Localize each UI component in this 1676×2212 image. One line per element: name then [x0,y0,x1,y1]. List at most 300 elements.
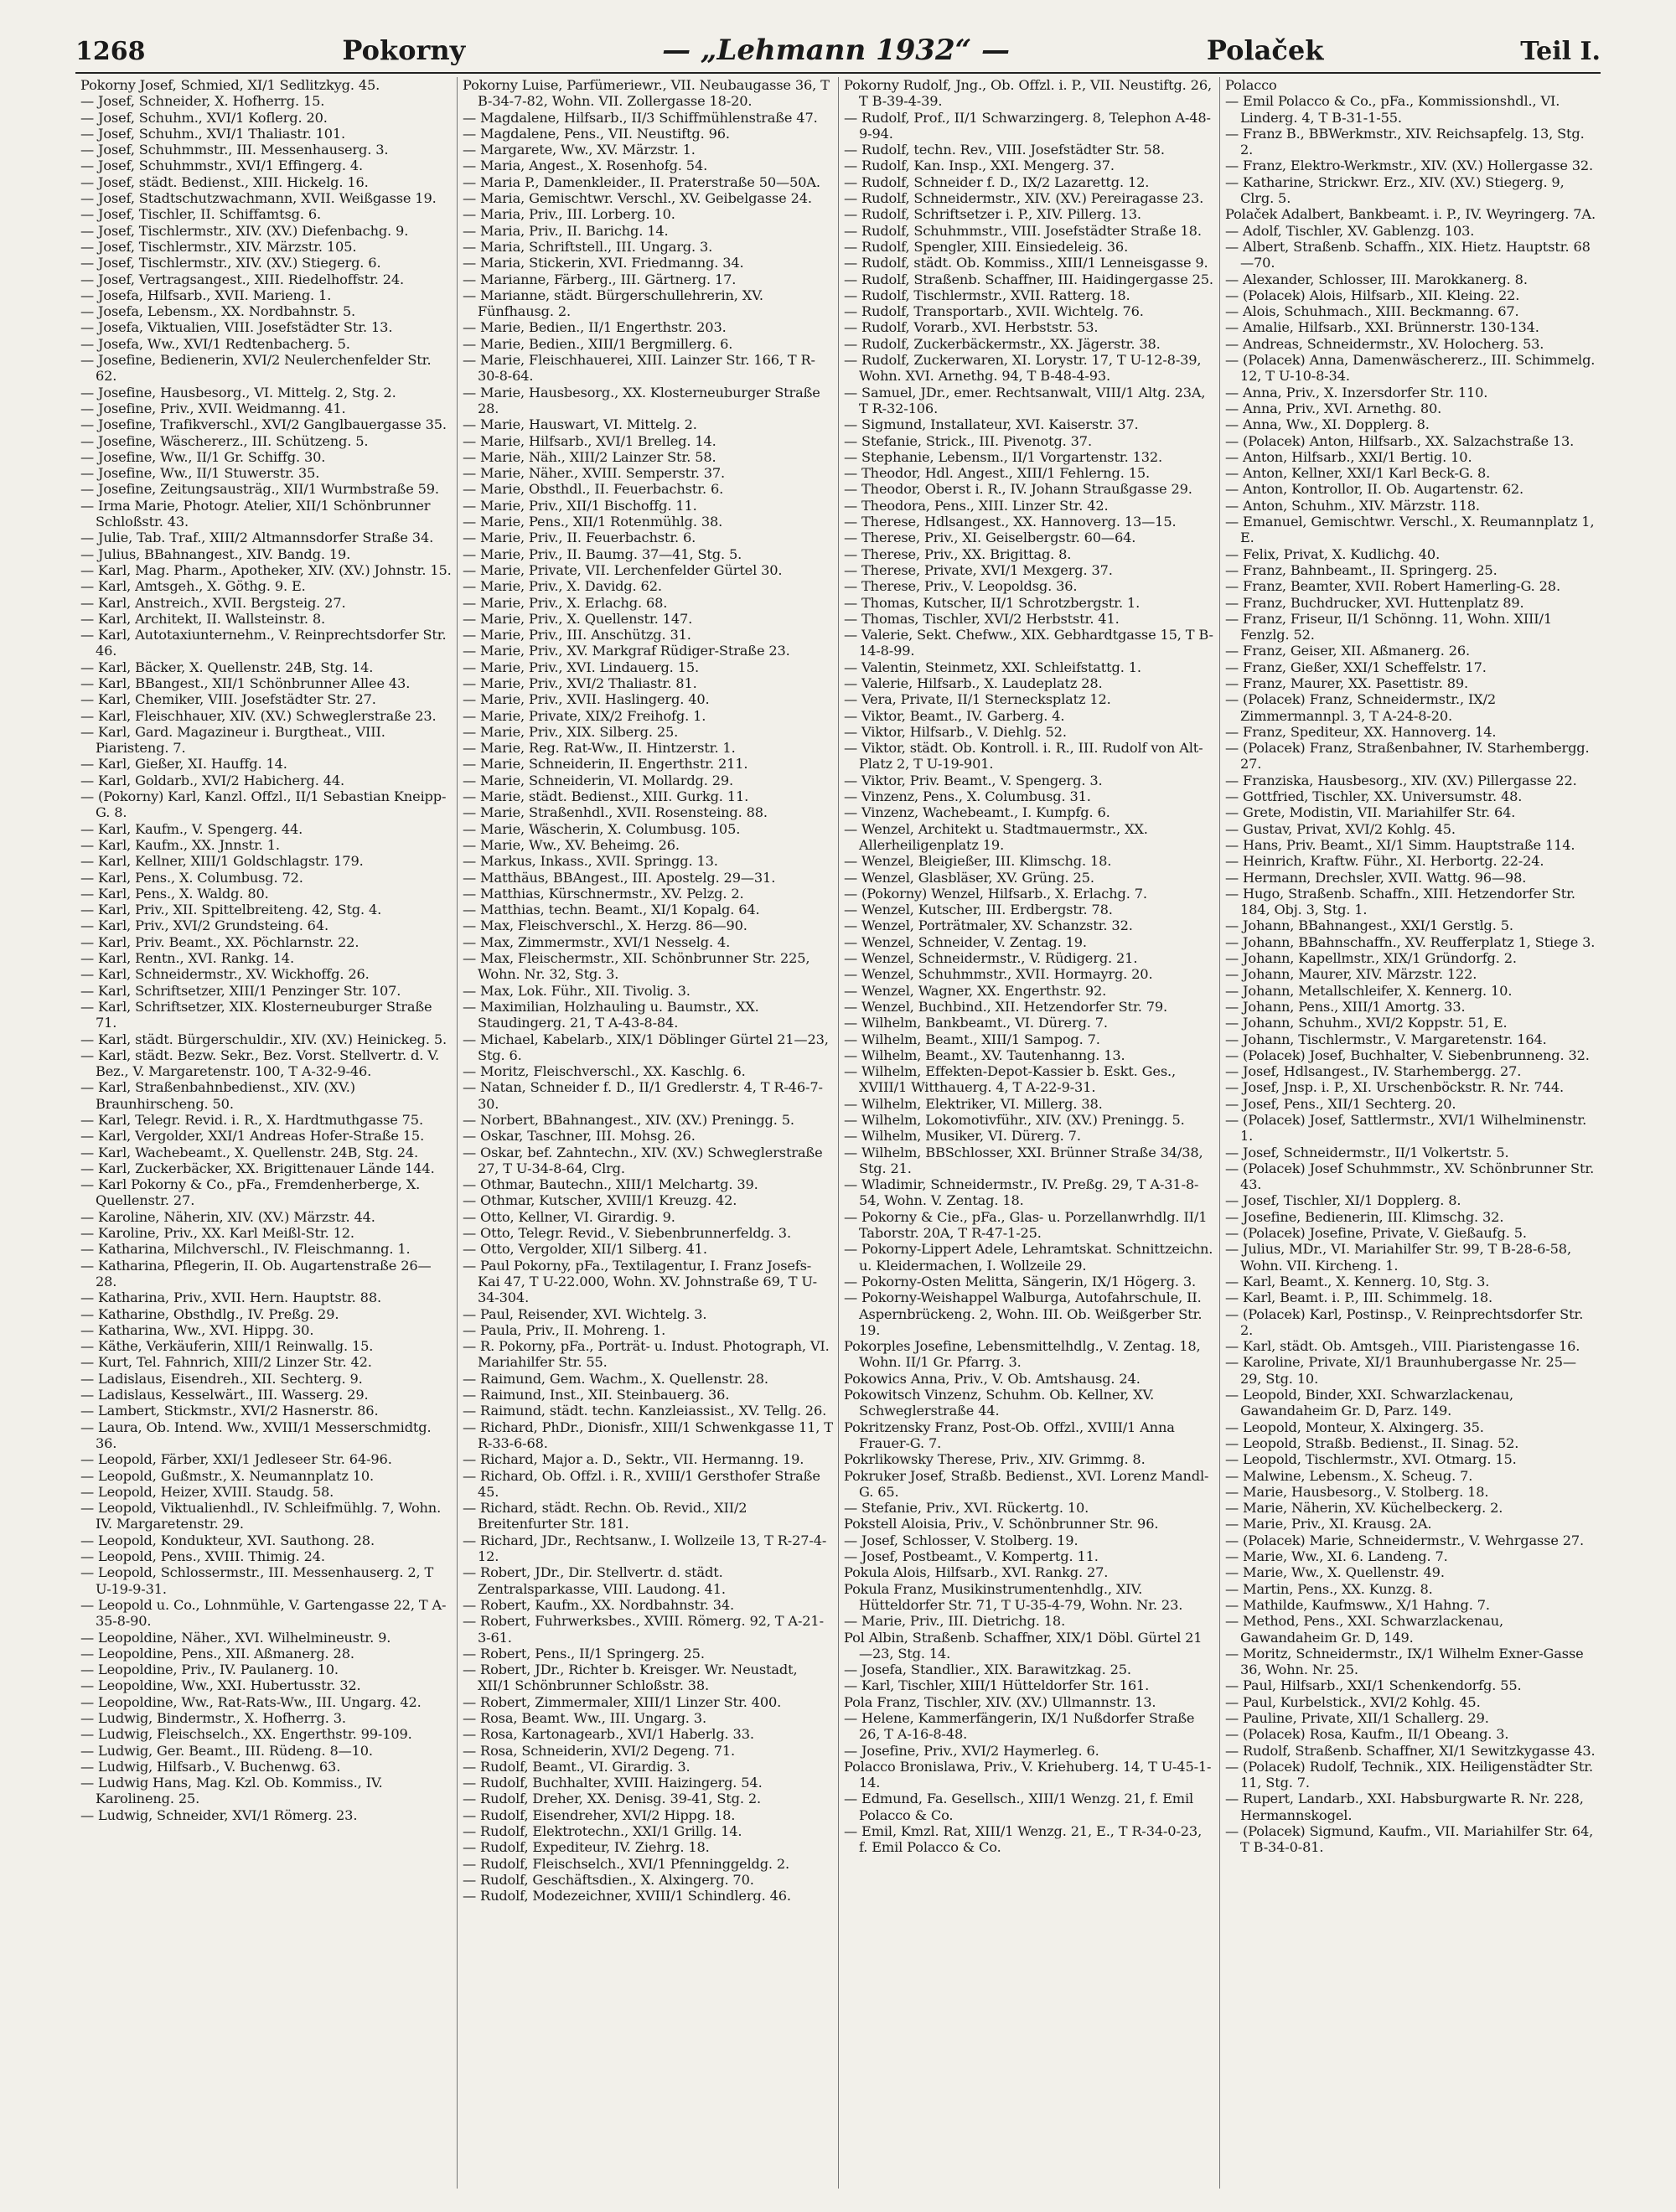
directory-entry: — Karl, Kaufm., XX. Jnnstr. 1. [80,836,280,853]
directory-entry: — Julie, Tab. Traf., XIII/2 Altmannsdorfer Straße 34. [80,530,434,546]
directory-entry: — Leopold, Färber, XXI/1 Jedleseer Str. 64-96. [80,1451,392,1468]
directory-entry: — Josef, Jnsp. i. P., XI. Urschenböckstr. R. Nr. 744. [1225,1079,1564,1096]
directory-entry: — Heinrich, Kraftw. Führ., XI. Herbortg. 22-24. [1225,853,1544,870]
directory-entry: Pol Albin, Straßenb. Schaffner, XIX/1 Döbl. Gürtel 21—23, Stg. 14. [844,1629,1203,1662]
directory-entry: — (Polacek) Marie, Schneidermstr., V. Wehrgasse 27. [1225,1532,1585,1548]
directory-entry: — Wilhelm, Elektriker, VI. Millerg. 38. [844,1095,1103,1112]
directory-entry: — Wladimir, Schneidermstr., IV. Preßg. 29, T A-31-8-54, Wohn. V. Zentag. 18. [844,1176,1199,1209]
directory-entry: — Karoline, Näherin, XIV. (XV.) Märzstr. 44. [80,1208,375,1225]
directory-entry: — Robert, Pens., II/1 Springerg. 25. [463,1645,705,1662]
directory-entry: — Richard, städt. Rechn. Ob. Revid., XII/2 Breitenfurter Str. 181. [463,1500,747,1532]
directory-entry: — Moritz, Fleischverschl., XX. Kaschlg. 6. [463,1063,746,1080]
directory-entry: — Natan, Schneider f. D., II/1 Gredlerstr. 4, T R-46-7-30. [463,1079,823,1112]
directory-entry: — Marie, Priv., III. Anschützg. 31. [463,627,691,643]
directory-entry: — Thomas, Tischler, XVI/2 Herbststr. 41. [844,610,1120,627]
directory-entry: — Wilhelm, Effekten-Depot-Kassier b. Eskt. Ges., XVIII/1 Witthauerg. 4, T A-22-9-31. [844,1063,1176,1096]
directory-entry: — Marie, Priv., X. Erlachg. 68. [463,594,668,611]
directory-entry: — Viktor, Hilfsarb., V. Diehlg. 52. [844,723,1067,740]
directory-entry: — Leopold, Kondukteur, XVI. Sauthong. 28. [80,1532,375,1548]
directory-entry: — Vinzenz, Pens., X. Columbusg. 31. [844,788,1091,805]
directory-entry: Polacco Bronislawa, Priv., V. Kriehuberg. 14, T U-45-1-14. [844,1758,1212,1791]
directory-entry: — Malwine, Lebensm., X. Scheug. 7. [1225,1467,1473,1484]
directory-entry: — Sigmund, Installateur, XVI. Kaiserstr. 37. [844,416,1139,433]
directory-entry: — Josefine, Priv., XVI/2 Haymerleg. 6. [844,1742,1099,1759]
directory-entry: — Maria, Schriftstell., III. Ungarg. 3. [463,238,713,255]
directory-entry: — Norbert, BBahnangest., XIV. (XV.) Preningg. 5. [463,1112,794,1128]
directory-entry: — Matthias, Kürschnermstr., XV. Pelzg. 2. [463,885,744,902]
directory-entry: — Josef, Postbeamt., V. Kompertg. 11. [844,1548,1099,1565]
directory-entry: — Johann, Kapellmstr., XIX/1 Gründorfg. 2. [1225,950,1517,967]
directory-entry: — Matthias, techn. Beamt., XI/1 Kopalg. 64. [463,902,760,918]
directory-entry: — Kurt, Tel. Fahnrich, XIII/2 Linzer Str. 42. [80,1354,372,1371]
directory-entry: — Ladislaus, Eisendreh., XII. Sechterg. 9. [80,1370,363,1387]
directory-entry: — Rudolf, Eisendreher, XVI/2 Hippg. 18. [463,1806,736,1823]
directory-entry: — Leopoldine, Ww., XXI. Hubertusstr. 32. [80,1677,361,1694]
directory-entry: — Maximilian, Holzhauling u. Baumstr., XX. Staudingerg. 21, T A-43-8-84. [463,998,759,1031]
directory-entry: — Alexander, Schlosser, III. Marokkanerg. 8. [1225,271,1528,287]
directory-entry: — Pokorny & Cie., pFa., Glas- u. Porzellanwrhdlg. II/1 Taborstr. 20A, T R-47-1-25. [844,1208,1208,1242]
directory-entry: — Max, Zimmermstr., XVI/1 Nesselg. 4. [463,933,731,950]
directory-entry: — Josefa, Standlier., XIX. Barawitzkag. 25. [844,1662,1131,1678]
directory-entry: — Marie, Private, XIX/2 Freihofg. 1. [463,707,706,724]
directory-entry: — (Polacek) Sigmund, Kaufm., VII. Mariahilfer Str. 64, T B-34-0-81. [1225,1823,1594,1856]
directory-entry: — Josefine, Bedienerin, XVI/2 Neulerchenfelder Str. 62. [80,352,432,385]
directory-entry: — Karl, Telegr. Revid. i. R., X. Hardtmuthgasse 75. [80,1112,423,1128]
directory-entry: — Richard, Major a. D., Sektr., VII. Hermanng. 19. [463,1451,804,1468]
directory-entry: — Josef, städt. Bedienst., XIII. Hickelg. 16. [80,173,369,190]
directory-entry: — Othmar, Kutscher, XVIII/1 Kreuzg. 42. [463,1192,737,1209]
directory-entry: — Markus, Inkass., XVII. Springg. 13. [463,853,718,870]
directory-entry: — Ludwig, Schneider, XVI/1 Römerg. 23. [80,1806,358,1823]
directory-entry: — Paul, Reisender, XVI. Wichtelg. 3. [463,1305,707,1322]
directory-entry: — Karl, Schriftsetzer, XIX. Klosterneuburger Straße 71. [80,998,432,1031]
directory-entry: — Leopold u. Co., Lohnmühle, V. Gartengasse 22, T A-35-8-90. [80,1596,447,1630]
directory-entry: — Emil, Kmzl. Rat, XIII/1 Wenzg. 21, E., T R-34-0-23, f. Emil Polacco & Co. [844,1823,1203,1856]
directory-entry: — Karl, Priv. Beamt., XX. Pöchlarnstr. 22. [80,933,360,950]
directory-entry: — Otto, Kellner, VI. Girardig. 9. [463,1208,675,1225]
directory-entry: — Marie, Reg. Rat-Ww., II. Hintzerstr. 1. [463,740,736,757]
directory-entry: — Franz, Spediteur, XX. Hannoverg. 14. [1225,723,1497,740]
directory-entry: — Paul, Hilfsarb., XXI/1 Schenkendorfg. 55. [1225,1677,1522,1694]
directory-entry: — Ludwig Hans, Mag. Kzl. Ob. Kommiss., IV. Karolineng. 25. [80,1775,383,1807]
directory-entry: — Leopold, Schlossermstr., III. Messenhauserg. 2, T U-19-9-31. [80,1564,434,1597]
directory-entry: — Julius, MDr., VI. Mariahilfer Str. 99, T B-28-6-58, Wohn. VII. Kircheng. 1. [1225,1241,1571,1274]
directory-entry: — Marie, Priv., XI. Krausg. 2A. [1225,1516,1432,1532]
directory-entry: — Richard, PhDr., Dionisfr., XIII/1 Schwenkgasse 11, T R-33-6-68. [463,1419,833,1451]
directory-entry: — Josef, Tischler, II. Schiffamtsg. 6. [80,206,321,223]
directory-entry: — Johann, Metallschleifer, X. Kennerg. 10. [1225,982,1513,999]
directory-entry: — Franz, Friseur, II/1 Schönng. 11, Wohn. XIII/1 Fenzlg. 52. [1225,610,1553,643]
directory-entry: — Marie, Straßenhdl., XVII. Rosensteing. 88. [463,804,768,821]
directory-entry: — Josef, Schneider, X. Hofherrg. 15. [80,93,325,110]
directory-title: — „Lehmann 1932“ — [662,34,1011,67]
directory-entry: — Helene, Kammerfängerin, IX/1 Nußdorfer Straße 26, T A-16-8-48. [844,1709,1195,1743]
directory-entry: — Karl, städt. Bürgerschuldir., XIV. (XV.) Heinickeg. 5. [80,1031,447,1047]
directory-entry: — Josefine, Zeitungsausträg., XII/1 Wurmbstraße 59. [80,481,439,498]
directory-entry: — Wenzel, Glasbläser, XV. Grüng. 25. [844,869,1094,886]
directory-entry: — Margarete, Ww., XV. Märzstr. 1. [463,142,696,158]
directory-entry: — Leopold, Straßb. Bedienst., II. Sinag. 52. [1225,1434,1519,1451]
directory-entry: — (Polacek) Karl, Postinsp., V. Reinprechtsdorfer Str. 2. [1225,1305,1584,1338]
directory-entry: — Raimund, Inst., XII. Steinbauerg. 36. [463,1387,730,1403]
directory-entry: — (Polacek) Rosa, Kaufm., II/1 Obeang. 3. [1225,1726,1509,1743]
directory-entry: — Marie, Priv., II. Feuerbachstr. 6. [463,530,696,546]
directory-entry: — Karl, Amtsgeh., X. Göthg. 9. E. [80,578,306,595]
directory-entry: — Karoline, Private, XI/1 Braunhubergasse Nr. 25—29, Stg. 10. [1225,1354,1576,1387]
directory-entry: — Marie, Priv., XVI. Lindauerg. 15. [463,659,699,675]
directory-entry: — Leopold, Gußmstr., X. Neumannplatz 10. [80,1467,375,1484]
directory-entry: — Johann, Pens., XIII/1 Amortg. 33. [1225,998,1466,1015]
directory-entry: — Karl Pokorny & Co., pFa., Fremdenherberge, X. Quellenstr. 27. [80,1176,421,1209]
directory-entry: — (Polacek) Rudolf, Technik., XIX. Heiligenstädter Str. 11, Stg. 7. [1225,1758,1594,1791]
directory-entry: — Franz, Gießer, XXI/1 Scheffelstr. 17. [1225,659,1487,675]
directory-entry: — Thomas, Kutscher, II/1 Schrotzbergstr. 1. [844,594,1141,611]
directory-entry: — Käthe, Verkäuferin, XIII/1 Reinwallg. 15. [80,1338,374,1355]
directory-entry: — Marianne, Färberg., III. Gärtnerg. 17. [463,271,737,287]
directory-entry: — Karl, Mag. Pharm., Apotheker, XIV. (XV.) Johnstr. 15. [80,561,452,578]
directory-entry: — Moritz, Schneidermstr., IX/1 Wilhelm Exner-Gasse 36, Wohn. Nr. 25. [1225,1645,1584,1678]
directory-entry: — Maria, Gemischtwr. Verschl., XV. Geibelgasse 24. [463,190,812,207]
directory-entry: — Wenzel, Bleigießer, III. Klimschg. 18. [844,853,1112,870]
directory-entry: — Karl, Gießer, XI. Hauffg. 14. [80,756,287,773]
directory-entry: — (Polacek) Anton, Hilfsarb., XX. Salzachstraße 13. [1225,432,1575,449]
directory-entry: — Leopoldine, Ww., Rat-Rats-Ww., III. Ungarg. 42. [80,1693,422,1710]
directory-entry: Pokorny Josef, Schmied, XI/1 Sedlitzkyg. 45. [80,77,380,93]
directory-entry: Pokowics Anna, Priv., V. Ob. Amtshausg. 24. [844,1370,1141,1387]
page-header [75,34,1601,74]
directory-entry: — Rudolf, Kan. Insp., XXI. Mengerg. 37. [844,158,1115,174]
directory-entry: — Wenzel, Wagner, XX. Engerthstr. 92. [844,982,1107,999]
directory-entry: — Rudolf, techn. Rev., VIII. Josefstädter Str. 58. [844,142,1165,158]
directory-entry: — Karl, Rentn., XVI. Rankg. 14. [80,950,294,967]
directory-entry: — Pokorny-Weishappel Walburga, Autofahrschule, II. Aspernbrückeng. 2, Wohn. III. Ob. Weißgerber Str. 19. [844,1289,1203,1338]
directory-entry: — Maria, Priv., III. Lorberg. 10. [463,206,675,223]
directory-entry: — Rosa, Beamt. Ww., III. Ungarg. 3. [463,1709,706,1726]
directory-entry: — Josefa, Viktualien, VIII. Josefstädter Str. 13. [80,319,393,336]
directory-entry: — Leopoldine, Pens., XII. Aßmanerg. 28. [80,1645,354,1662]
directory-entry: — Leopold, Viktualienhdl., IV. Schleifmühlg. 7, Wohn. IV. Margaretenstr. 29. [80,1500,442,1532]
directory-entry: — Leopoldine, Priv., IV. Paulanerg. 10. [80,1662,339,1678]
directory-entry: — Max, Lok. Führ., XII. Tivolig. 3. [463,982,691,999]
directory-entry: — Othmar, Bautechn., XIII/1 Melchartg. 39. [463,1176,758,1193]
directory-entry: — Wenzel, Architekt u. Stadtmauermstr., XX. Allerheiligenplatz 19. [844,820,1148,853]
directory-entry: — Leopoldine, Näher., XVI. Wilhelmineustr. 9. [80,1629,391,1646]
directory-entry: — Gottfried, Tischler, XX. Universumstr. 48. [1225,788,1523,805]
directory-entry: — Viktor, Beamt., IV. Garberg. 4. [844,707,1065,724]
directory-entry: — Rudolf, Dreher, XX. Denisg. 39-41, Stg. 2. [463,1791,761,1807]
directory-entry: — Marie, Priv., XIX. Silberg. 25. [463,723,679,740]
directory-entry: — Richard, JDr., Rechtsanw., I. Wollzeile 13, T R-27-4-12. [463,1532,827,1565]
directory-entry: — Anton, Schuhm., XIV. Märzstr. 118. [1225,497,1480,514]
directory-entry: — (Polacek) Alois, Hilfsarb., XII. Kleing. 22. [1225,287,1520,303]
directory-entry: — Rudolf, Straßenb. Schaffner, III. Haidingergasse 25. [844,271,1213,287]
directory-entry: — Johann, Tischlermstr., V. Margaretenstr. 164. [1225,1031,1547,1047]
directory-entry: — Rudolf, Expediteur, IV. Ziehrg. 18. [463,1839,710,1856]
directory-entry: — Katharine, Strickwr. Erz., XIV. (XV.) Stiegerg. 9, Clrg. 5. [1225,173,1565,207]
directory-entry: — Josef, Hdlsangest., IV. Starhembergg. 27. [1225,1063,1522,1080]
directory-entry: — Marie, Hauswart, VI. Mittelg. 2. [463,416,697,433]
directory-entry: — Lambert, Stickmstr., XVI/2 Hasnerstr. 86. [80,1403,379,1419]
directory-entry: — Magdalene, Pens., VII. Neustiftg. 96. [463,125,730,142]
directory-entry: — Marie, Priv., XVI/2 Thaliastr. 81. [463,674,697,691]
directory-entry: — Rudolf, Elektrotechn., XXI/1 Grillg. 14. [463,1823,742,1840]
directory-entry: — Josef, Schneidermstr., II/1 Volkertstr. 5. [1225,1144,1509,1160]
directory-entry: — Franz, Beamter, XVII. Robert Hamerling-G. 28. [1225,578,1560,595]
directory-entry: — Andreas, Schneidermstr., XV. Holocherg. 53. [1225,335,1544,352]
directory-entry: — Josefine, Wäschererz., III. Schützeng. 5. [80,432,369,449]
directory-entry: — Edmund, Fa. Gesellsch., XIII/1 Wenzg. 21, f. Emil Polacco & Co. [844,1791,1194,1823]
directory-entry: — Richard, Ob. Offzl. i. R., XVIII/1 Gersthofer Straße 45. [463,1467,820,1500]
directory-entry: — Marie, Wäscherin, X. Columbusg. 105. [463,820,741,837]
directory-entry: — Karl, Kaufm., V. Spengerg. 44. [80,820,303,837]
directory-entry: — Marie, Private, VII. Lerchenfelder Gürtel 30. [463,561,783,578]
directory-entry: — Katharina, Pflegerin, II. Ob. Augartenstraße 26—28. [80,1257,432,1289]
directory-entry: — Karl, Priv., XVI/2 Grundsteing. 64. [80,917,328,934]
directory-entry: — Josefine, Ww., II/1 Stuwerstr. 35. [80,465,320,482]
directory-entry: — Karl, Schneidermstr., XV. Wickhoffg. 26. [80,966,370,983]
directory-entry: — Otto, Vergolder, XII/1 Silberg. 41. [463,1241,707,1258]
directory-entry: — Leopold, Pens., XVIII. Thimig. 24. [80,1548,325,1565]
directory-entry: — Karl, Gard. Magazineur i. Burgtheat., VIII. Piaristeng. 7. [80,723,385,757]
directory-entry: — Robert, JDr., Richter b. Kreisger. Wr. Neustadt, XII/1 Schönbrunner Schloßstr. 38. [463,1662,798,1694]
directory-entry: — Maria, Angest., X. Rosenhofg. 54. [463,158,708,174]
directory-entry: — Wilhelm, Lokomotivführ., XIV. (XV.) Preningg. 5. [844,1112,1185,1128]
directory-entry: — Franz, Bahnbeamt., II. Springerg. 25. [1225,561,1498,578]
directory-entry: — Ladislaus, Kesselwärt., III. Wasserg. 29. [80,1387,369,1403]
directory-entry: — Emil Polacco & Co., pFa., Kommissionshdl., VI. Linderg. 4, T B-31-1-55. [1225,93,1560,126]
directory-entry: — Pokorny-Osten Melitta, Sängerin, IX/1 Högerg. 3. [844,1273,1197,1289]
directory-entry: — Valerie, Hilfsarb., X. Laudeplatz 28. [844,674,1103,691]
directory-entry: — Raimund, Gem. Wachm., X. Quellenstr. 28. [463,1370,768,1387]
directory-entry: — Marie, Näherin, XV. Küchelbeckerg. 2. [1225,1500,1503,1517]
directory-entry: — Viktor, städt. Ob. Kontroll. i. R., III. Rudolf von Alt-Platz 2, T U-19-901. [844,740,1203,773]
directory-entry: — Ludwig, Hilfsarb., V. Buchenwg. 63. [80,1758,341,1775]
directory-entry: — Josef, Tischlermstr., XIV. (XV.) Stiegerg. 6. [80,255,381,271]
directory-entry: — Marie, Priv., XII/1 Bischoffg. 11. [463,497,697,514]
directory-entry: — Marie, Bedien., XIII/1 Bergmillerg. 6. [463,335,733,352]
directory-entry: — Wilhelm, BBSchlosser, XXI. Brünner Straße 34/38, Stg. 21. [844,1144,1203,1176]
directory-entry: — Irma Marie, Photogr. Atelier, XII/1 Schönbrunner Schloßstr. 43. [80,497,431,530]
directory-entry: — Josef, Stadtschutzwachmann, XVII. Weißgasse 19. [80,190,437,207]
directory-entry: — (Pokorny) Karl, Kanzl. Offzl., II/1 Sebastian Kneipp-G. 8. [80,788,447,821]
directory-entry: — Leopold, Heizer, XVIII. Staudg. 58. [80,1483,334,1500]
directory-entry: Pokrlikowsky Therese, Priv., XIV. Grimmg. 8. [844,1451,1146,1468]
directory-entry: Pokorples Josefine, Lebensmittelhdlg., V. Zentag. 18, Wohn. II/1 Gr. Pfarrg. 3. [844,1338,1201,1371]
directory-entry: — Hans, Priv. Beamt., XI/1 Simm. Hauptstraße 114. [1225,836,1575,853]
directory-entry: — Karl, Architekt, II. Wallsteinstr. 8. [80,610,326,627]
directory-entry: — Rudolf, Fleischselch., XVI/1 Pfenninggeldg. 2. [463,1855,790,1872]
directory-entry: Pokula Alois, Hilfsarb., XVI. Rankg. 27. [844,1564,1109,1581]
directory-entry: — Rudolf, Schriftsetzer i. P., XIV. Pillerg. 13. [844,206,1141,223]
directory-entry: — Samuel, JDr., emer. Rechtsanwalt, VIII/1 Altg. 23A, T R-32-106. [844,384,1206,416]
directory-entry: — Marie, Priv., XVII. Haslingerg. 40. [463,691,710,708]
column-3 [838,77,1219,2189]
directory-entry: — Marie, Schneiderin, VI. Mollardg. 29. [463,772,734,788]
directory-entry: — Felix, Privat, X. Kudlichg. 40. [1225,545,1441,562]
directory-entry: — Otto, Telegr. Revid., V. Siebenbrunnerfeldg. 3. [463,1225,791,1242]
directory-entry: — Karl, Fleischhauer, XIV. (XV.) Schweglerstraße 23. [80,707,437,724]
directory-entry: — Marie, Obsthdl., II. Feuerbachstr. 6. [463,481,724,498]
directory-entry: — Rudolf, Transportarb., XVII. Wichtelg. 76. [844,303,1144,320]
directory-entry: — Therese, Hdlsangest., XX. Hannoverg. 13—15. [844,514,1177,530]
directory-entry: — Marie, Hausbesorg., V. Stolberg. 18. [1225,1483,1489,1500]
directory-entry: — Mathilde, Kaufmsww., X/1 Hahng. 7. [1225,1596,1490,1613]
directory-entry: — Johann, Schuhm., XVI/2 Koppstr. 51, E. [1225,1015,1508,1031]
directory-entry: — Anna, Priv., X. Inzersdorfer Str. 110. [1225,384,1488,401]
directory-entry: — Wenzel, Kutscher, III. Erdbergstr. 78. [844,902,1113,918]
directory-entry: — Max, Fleischverschl., X. Herzg. 86—90. [463,917,747,934]
directory-entry: — Anna, Ww., XI. Dopplerg. 8. [1225,416,1430,433]
directory-entry: — Paul, Kurbelstick., XVI/2 Kohlg. 45. [1225,1693,1481,1710]
directory-entry: Pokorny Luise, Parfümeriewr., VII. Neubaugasse 36, T B-34-7-82, Wohn. VII. Zollergasse 18-20. [463,77,830,110]
directory-entry: — Karl, Bäcker, X. Quellenstr. 24B, Stg. 14. [80,659,374,675]
directory-entry: — Hermann, Drechsler, XVII. Wattg. 96—98. [1225,869,1527,886]
directory-entry: — Theodor, Hdl. Angest., XIII/1 Fehlerng. 15. [844,465,1151,482]
directory-entry: — Katharine, Obsthdlg., IV. Preßg. 29. [80,1305,339,1322]
directory-entry: — Rudolf, Vorarb., XVI. Herbststr. 53. [844,319,1099,336]
column-2 [457,77,838,2189]
directory-entry: — R. Pokorny, pFa., Porträt- u. Indust. Photograph, VI. Mariahilfer Str. 55. [463,1338,830,1371]
directory-entry: Polacco [1225,77,1277,93]
directory-entry: — Maria, Priv., II. Barichg. 14. [463,222,669,239]
directory-entry: — Josef, Schuhm., XVI/1 Thaliastr. 101. [80,125,346,142]
directory-entry: — Albert, Straßenb. Schaffn., XIX. Hietz. Hauptstr. 68—70. [1225,238,1591,271]
directory-entry: — Theodor, Oberst i. R., IV. Johann Straußgasse 29. [844,481,1192,498]
directory-entry: Pokstell Aloisia, Priv., V. Schönbrunner Str. 96. [844,1516,1159,1532]
directory-entry: — Karl, städt. Bezw. Sekr., Bez. Vorst. Stellvertr. d. V. Bez., V. Margaretenstr. 100, T A-32-9-46. [80,1047,439,1080]
directory-entry: — Josefine, Priv., XVII. Weidmanng. 41. [80,400,346,416]
directory-entry: — Johann, BBahnschaffn., XV. Reufferplatz 1, Stiege 3. [1225,933,1596,950]
directory-entry: — Karl, Pens., X. Waldg. 80. [80,885,269,902]
directory-entry: — Anton, Kellner, XXI/1 Karl Beck-G. 8. [1225,465,1491,482]
directory-entry: — Josefine, Trafikverschl., XVI/2 Ganglbauergasse 35. [80,416,447,433]
directory-entry: — Wenzel, Schneidermstr., V. Rüdigerg. 21. [844,950,1138,967]
directory-entry: — Josefa, Lebensm., XX. Nordbahnstr. 5. [80,303,356,320]
directory-entry: — (Pokorny) Wenzel, Hilfsarb., X. Erlachg. 7. [844,885,1147,902]
column-1 [75,77,457,2189]
directory-entry: — Grete, Modistin, VII. Mariahilfer Str. 64. [1225,804,1516,821]
directory-entry: — Karl, Goldarb., XVI/2 Habicherg. 44. [80,772,345,788]
directory-entry: — Ludwig, Fleischselch., XX. Engerthstr. 99-109. [80,1726,412,1743]
directory-entry: — Robert, Fuhrwerksbes., XVIII. Römerg. 92, T A-21-3-61. [463,1613,824,1646]
directory-entry: — Josefine, Bedienerin, III. Klimschg. 32. [1225,1208,1504,1225]
directory-entry: — Katharina, Milchverschl., IV. Fleischmanng. 1. [80,1241,411,1258]
directory-entry: — Robert, JDr., Dir. Stellvertr. d. städt. Zentralsparkasse, VIII. Laudong. 41. [463,1564,726,1597]
directory-entry: Pola Franz, Tischler, XIV. (XV.) Ullmannstr. 13. [844,1693,1156,1710]
directory-entry: — Emanuel, Gemischtwr. Verschl., X. Reumannplatz 1, E. [1225,514,1595,546]
directory-entry: — Karl, Pens., X. Columbusg. 72. [80,869,303,886]
directory-entry: — Marie, Priv., X. Quellenstr. 147. [463,610,693,627]
directory-entry: — Method, Pens., XXI. Schwarzlackenau, Gawandaheim Gr. D, 149. [1225,1613,1504,1646]
directory-entry: — Karl, Kellner, XIII/1 Goldschlagstr. 179. [80,853,364,870]
directory-entry: — Wilhelm, Beamt., XV. Tautenhanng. 13. [844,1047,1125,1063]
directory-entry: — Michael, Kabelarb., XIX/1 Döblinger Gürtel 21—23, Stg. 6. [463,1031,829,1063]
directory-entry: Pokowitsch Vinzenz, Schuhm. Ob. Kellner, XV. Schweglerstraße 44. [844,1387,1155,1419]
directory-entry: — (Polacek) Josef Schuhmmstr., XV. Schönbrunner Str. 43. [1225,1160,1595,1193]
directory-entry: — Josef, Tischlermstr., XIV. Märzstr. 105. [80,238,357,255]
directory-entry: — Valerie, Sekt. Chefww., XIX. Gebhardtgasse 15, T B-14-8-99. [844,627,1213,659]
left-running-head: Pokorny [342,34,466,66]
directory-entry: — Anton, Kontrollor, II. Ob. Augartenstr. 62. [1225,481,1524,498]
directory-entry: — Raimund, städt. techn. Kanzleiassist., XV. Tellg. 26. [463,1403,827,1419]
directory-entry: — Marie, Priv., III. Dietrichg. 18. [844,1613,1066,1630]
right-running-head: Polaček [1206,34,1324,66]
directory-entry: — Karl, Wachebeamt., X. Quellenstr. 24B, Stg. 24. [80,1144,419,1160]
directory-entry: — Maria P., Damenkleider., II. Praterstraße 50—50A. [463,173,820,190]
directory-entry: — (Polacek) Anna, Damenwäschererz., III. Schimmelg. 12, T U-10-8-34. [1225,352,1596,385]
directory-entry: — Gustav, Privat, XVI/2 Kohlg. 45. [1225,820,1456,837]
directory-entry: — Rudolf, Buchhalter, XVIII. Haizingerg. 54. [463,1775,763,1791]
directory-entry: — Wenzel, Porträtmaler, XV. Schanzstr. 32. [844,917,1133,934]
directory-entry: — Rudolf, Zuckerbäckermstr., XX. Jägerstr. 38. [844,335,1161,352]
directory-entry: — Paul Pokorny, pFa., Textilagentur, I. Franz Josefs-Kai 47, T U-22.000, Wohn. XV. Johnstraße 69, T U-34-304. [463,1257,817,1306]
directory-entry: — Josefa, Ww., XVI/1 Redtenbacherg. 5. [80,335,350,352]
directory-entry: — Rudolf, Straßenb. Schaffner, XI/1 Sewitzkygasse 43. [1225,1742,1596,1759]
directory-entry: Pokula Franz, Musikinstrumentenhdlg., XIV. Hütteldorfer Str. 71, T U-35-4-79, Wohn. Nr. 23. [844,1580,1183,1613]
directory-entry: — Matthäus, BBAngest., III. Apostelg. 29—31. [463,869,776,886]
directory-entry: — Marianne, städt. Bürgerschullehrerin, XV. Fünfhausg. 2. [463,287,763,320]
directory-entry: — Josef, Pens., XII/1 Sechterg. 20. [1225,1095,1456,1112]
directory-entry: — Franz, Maurer, XX. Pasettistr. 89. [1225,674,1469,691]
directory-entry: — Josef, Schlosser, V. Stolberg. 19. [844,1532,1079,1548]
directory-entry: — Katharina, Ww., XVI. Hippg. 30. [80,1321,314,1338]
directory-entry: — Franz, Elektro-Werkmstr., XIV. (XV.) Hollergasse 32. [1225,158,1594,174]
directory-entry: — Marie, Priv., XV. Markgraf Rüdiger-Straße 23. [463,643,790,659]
directory-entry: — Magdalene, Hilfsarb., II/3 Schiffmühlenstraße 47. [463,109,818,126]
directory-entry: — Vera, Private, II/1 Sternecksplatz 12. [844,691,1111,708]
directory-entry: Pokorny Rudolf, Jng., Ob. Offzl. i. P., VII. Neustiftg. 26, T B-39-4-39. [844,77,1212,110]
directory-entry: — Rudolf, Prof., II/1 Schwarzingerg. 8, Telephon A-48-9-94. [844,109,1211,142]
directory-entry: — Rudolf, Geschäftsdien., X. Alxingerg. 70. [463,1871,754,1888]
column-4 [1219,77,1601,2189]
directory-entry: — Oskar, bef. Zahntechn., XIV. (XV.) Schweglerstraße 27, T U-34-8-64, Clrg. [463,1144,823,1176]
directory-entry: — (Polacek) Josefine, Private, V. Gießaufg. 5. [1225,1225,1527,1242]
directory-entry: — Franz, Buchdrucker, XVI. Huttenplatz 89. [1225,594,1524,611]
directory-entry: — Karl, Tischler, XIII/1 Hütteldorfer Str. 161. [844,1677,1150,1694]
directory-entry: — Rupert, Landarb., XXI. Habsburgwarte R. Nr. 228, Hermannskogel. [1225,1791,1584,1823]
directory-entry: — Marie, Bedien., II/1 Engerthstr. 203. [463,319,727,336]
directory-entry: — Marie, Näh., XIII/2 Lainzer Str. 58. [463,448,716,465]
directory-entry: — Josef, Tischler, XI/1 Dopplerg. 8. [1225,1192,1461,1209]
directory-entry: — Therese, Priv., XI. Geiselbergstr. 60—64. [844,530,1136,546]
directory-entry: — Leopold, Monteur, X. Alxingerg. 35. [1225,1419,1484,1435]
directory-entry: — Josef, Schuhmmstr., III. Messenhauserg. 3. [80,142,389,158]
directory-entry: — Viktor, Priv. Beamt., V. Spengerg. 3. [844,772,1103,788]
directory-entry: — Rudolf, Beamt., VI. Girardig. 3. [463,1758,691,1775]
directory-entry: — Josef, Schuhmmstr., XVI/1 Effingerg. 4. [80,158,364,174]
directory-entry: — Robert, Kaufm., XX. Nordbahnstr. 34. [463,1596,735,1613]
directory-entry: — Franz, Geiser, XII. Aßmanerg. 26. [1225,643,1471,659]
directory-entry: — Rudolf, Schneidermstr., XIV. (XV.) Pereiragasse 23. [844,190,1204,207]
directory-entry: Pokritzensky Franz, Post-Ob. Offzl., XVIII/1 Anna Frauer-G. 7. [844,1419,1175,1451]
directory-entry: — Marie, Schneiderin, II. Engerthstr. 211. [463,756,748,773]
directory-entry: — Stefanie, Priv., XVI. Rückertg. 10. [844,1500,1089,1517]
directory-entry: — Rosa, Schneiderin, XVI/2 Degeng. 71. [463,1742,735,1759]
directory-entry: — Karl, Beamt. i. P., III. Schimmelg. 18. [1225,1289,1493,1306]
directory-entry: — Robert, Zimmermaler, XIII/1 Linzer Str. 400. [463,1693,782,1710]
directory-entry: — Rosa, Kartonagearb., XVI/1 Haberlg. 33. [463,1726,754,1743]
directory-entry: — (Polacek) Franz, Schneidermstr., IX/2 Zimmermannpl. 3, T A-24-8-20. [1225,691,1497,724]
directory-entry: — Josef, Tischlermstr., XIV. (XV.) Diefenbachg. 9. [80,222,409,239]
directory-entry: — Marie, städt. Bedienst., XIII. Gurkg. 11. [463,788,749,805]
directory-entry: — Karl, Anstreich., XVII. Bergsteig. 27. [80,594,346,611]
directory-entry: — Rudolf, Zuckerwaren, XI. Lorystr. 17, T U-12-8-39, Wohn. XVI. Arnethg. 94, T B-48-4-93. [844,352,1202,385]
directory-entry: — Johann, Maurer, XIV. Märzstr. 122. [1225,966,1477,983]
directory-entry: — Marie, Näher., XVIII. Semperstr. 37. [463,465,726,482]
directory-entry: — Valentin, Steinmetz, XXI. Schleifstattg. 1. [844,659,1141,675]
directory-entry: — Karl, Straßenbahnbedienst., XIV. (XV.) Braunhirscheng. 50. [80,1079,355,1112]
directory-entry: — Therese, Private, XVI/1 Mexgerg. 37. [844,561,1113,578]
